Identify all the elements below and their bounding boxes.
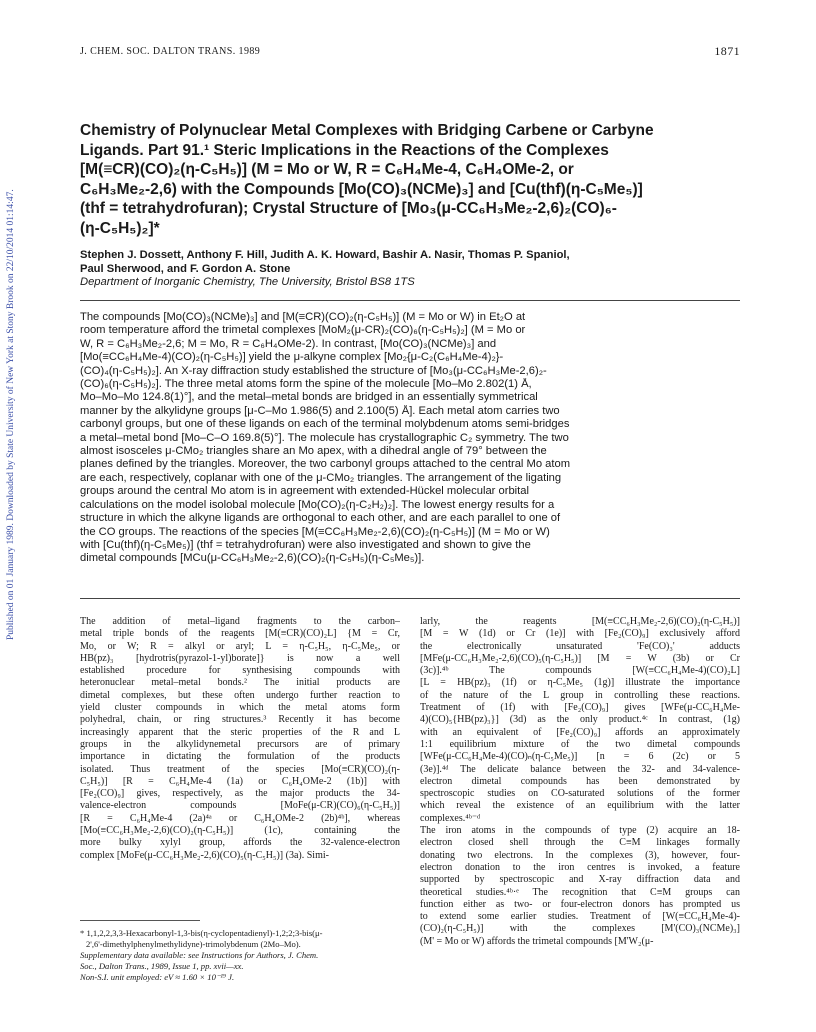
- title-line: C₆H₃Me₂-2,6) with the Compounds [Mo(CO)₃(NCMe)₃] and [Cu(thf)(η-C₅Me₅)]: [80, 180, 643, 198]
- body-text-line: of the nature of the L group in controlling these reactions.: [420, 689, 740, 701]
- body-text-line: (3c)].⁴ᵇ The compounds [W(≡CC₆H₄Me-4)(CO)₂L]: [420, 665, 740, 677]
- body-text-line: yield cluster compounds in which the metal atoms form: [80, 702, 400, 714]
- body-text-line: more bulky xylyl group, affords the 32-valence-electron: [80, 837, 400, 849]
- body-text-line: dimetal complexes, but these often undergo further reaction to: [80, 689, 400, 701]
- body-text-line: electron dimetal compounds has been demonstrated by: [420, 775, 740, 787]
- body-text-line: electron donation to the iron centres is invoked, a feature: [420, 861, 740, 873]
- supplementary-line-1: Supplementary data available: see Instructions for Authors, J. Chem.: [80, 950, 319, 960]
- body-text-line: 4)(CO)₅{HB(pz)₃}] (3d) as the only product.⁴ᶜ In contrast, (1g): [420, 714, 740, 726]
- supplementary-line-2: Soc., Dalton Trans., 1989, Issue 1, pp. xvii—xx.: [80, 961, 244, 971]
- body-text-line: valence-electron compounds [MoFe(μ-CR)(CO)₆(η-C₅H₅)]: [80, 800, 400, 812]
- abstract-line: W, R = C₆H₃Me₂-2,6; M = Mo, R = C₆H₄OMe-2). In contrast, [Mo(CO)₃(NCMe)₃] and: [80, 337, 497, 350]
- abstract-line: groups around the central Mo atom is in agreement with extended-Hückel molecular orbital: [80, 485, 529, 498]
- body-text-line: Treatment of (1f) with [Fe₂(CO)₉] gives [WFe(μ-CC₆H₄Me-: [420, 702, 740, 714]
- body-text-line: heteronuclear metal–metal bonds.² The initial products are: [80, 677, 400, 689]
- abstract-line: (CO)₄(η-C₅H₅)₂]. An X-ray diffraction study established the structure of [Mo₃(μ-CC₆H₃Me-2,6)₂-: [80, 364, 547, 377]
- body-text-line: spectroscopic studies on CO-saturated solutions of the former: [420, 788, 740, 800]
- body-text-line: donating two electrons. In the complexes (3), however, four-: [420, 849, 740, 861]
- title-line: Chemistry of Polynuclear Metal Complexes with Bridging Carbene or Carbyne: [80, 122, 654, 139]
- abstract-line: the CO groups. The reactions of the species [M(≡CC₆H₃Me₂-2,6)(CO)₂(η-C₅H₅)] (M = Mo or W): [80, 525, 550, 538]
- abstract-line: planes defined by the triangles. Moreover, the two carbonyl groups attached to the central Mo atom: [80, 458, 571, 471]
- body-text-line: importance in dictating the formulation of the products: [80, 751, 400, 763]
- body-text-line: The addition of metal–ligand fragments to the carbon–: [80, 616, 400, 627]
- abstract-line: with [Cu(thf)(η-C₅Me₅)] (thf = tetrahydrofuran) were also investigated and shown to give the: [80, 538, 531, 551]
- body-text-line: electron closed shell through the C≡M linkages formally: [420, 837, 740, 849]
- body-text-line: established procedure for synthesising compounds with: [80, 665, 400, 677]
- abstract-line: The compounds [Mo(CO)₃(NCMe)₃] and [M(≡CR)(CO)₂(η-C₅H₅)] (M = Mo or W) in Et₂O at: [80, 311, 526, 323]
- abstract: [80, 311, 740, 566]
- body-text-line: [R = C₆H₄Me-4 (2a)⁴ᵃ or C₆H₄OMe-2 (2b)⁴ᵇ], whereas: [80, 812, 400, 824]
- body-text-line: [M = W (1d) or Cr (1e)] with [Fe₂(CO)₉] exclusively afford: [420, 628, 740, 640]
- abstract-line: (CO)₆(η-C₅H₅)₂]. The three metal atoms form the spine of the molecule [Mo–Mo 2.802(1) Å,: [80, 378, 532, 391]
- abstract-line: almost isosceles μ-CMo₂ triangles share an Mo apex, with a dihedral angle of 79° between the: [80, 445, 547, 458]
- body-text-line: (3e)].⁴ᵈ The delicate balance between the 32- and 34-valence-: [420, 763, 740, 775]
- download-watermark: Published on 01 January 1989. Downloaded by State University of New York at Stony Brook on 22/10/2014 01:14:47.: [6, 189, 16, 640]
- body-text-line: Mo, or W; R = alkyl or aryl; L = η-C₅H₅, η-C₅Me₅, or: [80, 640, 400, 652]
- body-text-line: complex [MoFe(μ-CC₆H₃Me₂-2,6)(CO)₅(η-C₅H₅)] (3a). Simi-: [80, 849, 329, 861]
- abstract-line: structure in which the alkyne ligands are orthogonal to each other, and are each parallel to one of: [80, 512, 561, 525]
- title-line: [M(≡CR)(CO)₂(η-C₅H₅)] (M = Mo or W, R = C₆H₄Me-4, C₆H₄OMe-2, or: [80, 161, 574, 178]
- abstract-line: calculations on the model isolobal molecule [Mo(CO)₂(η-C₂H₂)₂]. The lowest energy results for a: [80, 498, 555, 511]
- footnote-star-line-1: * 1,1,2,2,3,3-Hexacarbonyl-1,3-bis(η-cyclopentadienyl)-1,2;2;3-bis(μ-: [80, 928, 323, 938]
- title-line: (η-C₅H₅)₂]*: [80, 219, 160, 237]
- abstract-line: [Mo(≡CC₆H₄Me-4)(CO)₂(η-C₅H₅)] yield the μ-alkyne complex [Mo₂{μ-C₂(C₆H₄Me-4)₂}-: [80, 351, 504, 364]
- body-text-line: with an equivalent of [Fe₂(CO)₉] affords an approximately: [420, 726, 740, 738]
- author-line: Paul Sherwood, and F. Gordon A. Stone: [80, 263, 291, 275]
- body-text-line: [WFe(μ-CC₆H₄Me-4)(CO)ₙ(η-C₅Me₅)] [n = 6 (2c) or 5: [420, 751, 740, 763]
- body-text-line: HB(pz)₃ [hydrotris(pyrazol-1-yl)borate]} is now a well: [80, 652, 400, 664]
- title-line: (thf = tetrahydrofuran); Crystal Structure of [Mo₃(μ-CC₆H₃Me₂-2,6)₂(CO)₆-: [80, 200, 617, 217]
- abstract-line: room temperature afford the trimetal complexes [MoM₂(μ-CR)₂(CO)₆(η-C₅H₅)₂] (M = Mo or: [80, 324, 526, 337]
- title-line: Ligands. Part 91.¹ Steric Implications in the Reactions of the Complexes: [80, 141, 609, 159]
- page-number: 1871: [714, 44, 740, 58]
- abstract-line: dimetal compounds [MCu(μ-CC₆H₃Me₂-2,6)(CO)₂(η-C₅H₅)(η-C₅Me₅)].: [80, 552, 425, 565]
- body-column-left: [80, 616, 400, 862]
- abstract-bottom-rule: [80, 598, 740, 599]
- abstract-top-rule: [80, 300, 740, 301]
- body-text-line: isolated. Thus treatment of the species [Mo(≡CR)(CO)₂(η-: [80, 763, 400, 775]
- body-column-right: [420, 616, 740, 948]
- author-line: Stephen J. Dossett, Anthony F. Hill, Judith A. K. Howard, Bashir A. Nasir, Thomas P. Spaniol,: [80, 249, 570, 261]
- affiliation: Department of Inorganic Chemistry, The University, Bristol BS8 1TS: [80, 276, 415, 288]
- body-text-line: complexes.⁴ᵇ⁻ᵈ: [420, 812, 481, 824]
- journal-citation: J. CHEM. SOC. DALTON TRANS. 1989: [80, 46, 261, 57]
- body-text-line: 1:1 equilibrium mixture of the two dimetal compounds: [420, 738, 740, 750]
- body-text-line: The iron atoms in the compounds of type (2) acquire an 18-: [420, 825, 740, 837]
- footnote-star-line-2: 2',6'-dimethylphenylmethylidyne)-trimolybdenum (2Mo–Mo).: [86, 939, 301, 949]
- body-text-line: [Fe₂(CO)₉] gives, respectively, as the major products the 34-: [80, 788, 400, 800]
- body-text-line: the electronically unsaturated 'Fe(CO)₃' adducts: [420, 640, 740, 652]
- body-text-line: theoretical studies.⁴ᵇ·ᵉ The recognition that C≡M groups can: [420, 886, 740, 898]
- abstract-line: Mo–Mo–Mo 124.8(1)°], and the metal–metal bonds are bridged in an essentially symmetrical: [80, 391, 538, 404]
- abstract-line: are each, respectively, coplanar with one of the μ-CMo₂ triangles. The arrangement of the ligating: [80, 471, 562, 484]
- author-list: [80, 248, 740, 276]
- abstract-line: manner by the alkylidyne groups [μ-C–Mo 1.986(5) and 2.100(5) Å]. Each metal atom carries two: [80, 404, 560, 417]
- body-text-line: polyhedral, chain, or ring structures.³ Recently it has become: [80, 714, 400, 726]
- body-text-line: larly, the reagents [M(≡CC₆H₃Me₂-2,6)(CO)₂(η-C₅H₅)]: [420, 616, 740, 627]
- body-text-line: (M' = Mo or W) affords the trimetal compounds [M'W₂(μ-: [420, 935, 654, 947]
- body-text-line: [L = HB(pz)₃ (1f) or η-C₅Me₅ (1g)] illustrate the importance: [420, 677, 740, 689]
- body-text-line: [Mo(≡CC₆H₃Me₂-2,6)(CO)₂(η-C₅H₅)] (1c), containing the: [80, 825, 400, 837]
- body-text-line: groups in the alkylidynemetal precursors are of primary: [80, 738, 400, 750]
- abstract-line: a metal–metal bond [Mo–C–O 169.8(5)°]. The molecule has crystallographic C₂ symmetry. The two: [80, 431, 569, 444]
- footnotes: [80, 928, 400, 983]
- body-text-line: supported by spectroscopic and X-ray diffraction data and: [420, 874, 740, 886]
- footnote-rule: [80, 920, 200, 921]
- body-text-line: (CO)₂(η-C₅H₅)] with the complexes [M'(CO)₃(NCMe)₃]: [420, 923, 740, 935]
- running-header: [80, 44, 740, 60]
- article-title: [80, 121, 740, 238]
- units-note: Non-S.I. unit employed: eV ≈ 1.60 × 10⁻¹⁹ J.: [80, 972, 235, 982]
- body-text-line: to extend some earlier studies. Treatment of [W(≡CC₆H₄Me-4)-: [420, 911, 740, 923]
- body-text-line: metal triple bonds of the reagents [M(≡CR)(CO)₂L] {M = Cr,: [80, 628, 400, 640]
- abstract-line: carbonyl groups, but one of these ligands on each of the terminal molybdenum atoms semi-bridges: [80, 418, 570, 431]
- body-text-line: which reveal the existence of an equilibrium with the latter: [420, 800, 740, 812]
- body-text-line: function either as two- or four-electron donors has prompted us: [420, 898, 740, 910]
- body-text-line: increasingly apparent that the steric properties of the R and L: [80, 726, 400, 738]
- body-text-line: C₅H₅)] [R = C₆H₄Me-4 (1a) or C₆H₄OMe-2 (1b)] with: [80, 775, 400, 787]
- body-text-line: [MFe(μ-CC₆H₃Me₂-2,6)(CO)₅(η-C₅H₅)] [M = W (3b) or Cr: [420, 652, 740, 664]
